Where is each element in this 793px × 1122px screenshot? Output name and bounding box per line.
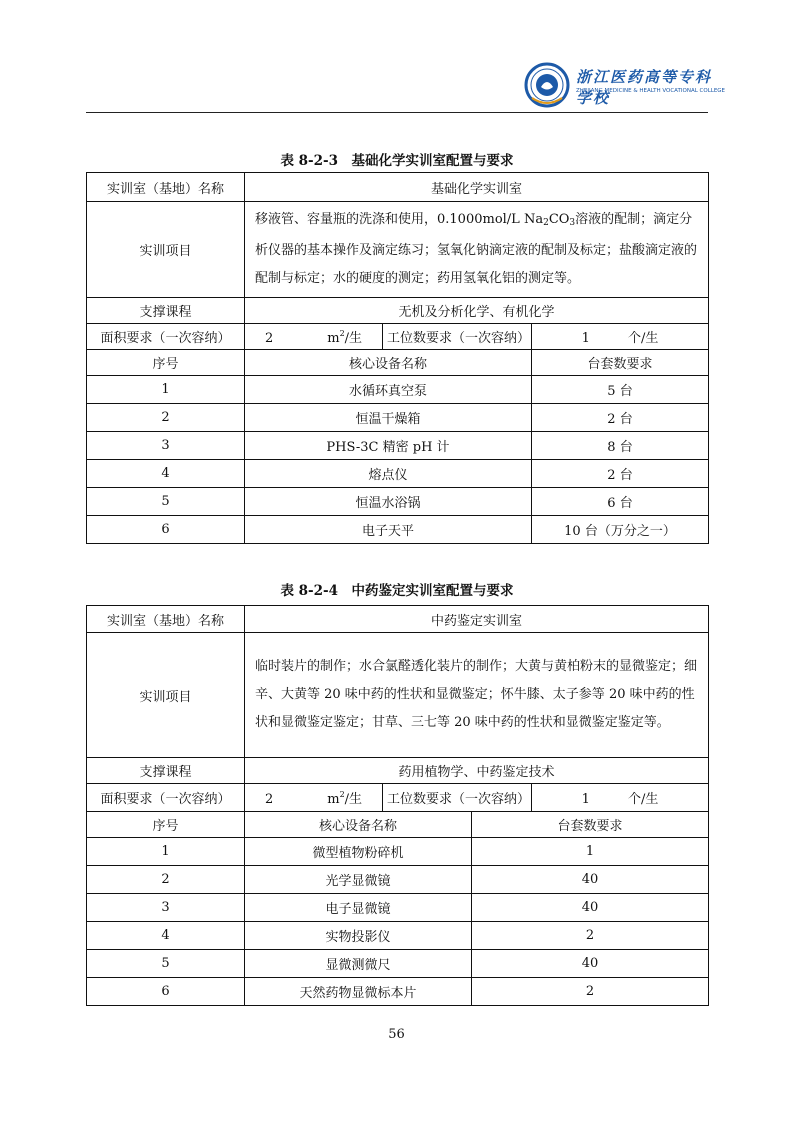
table1 [86,172,709,544]
table1-project-label: 实训项目 [87,202,245,298]
table1-project-text: 移液管、容量瓶的洗涤和使用，0.1000mol/L $Na_2CO_3$溶液的配制；滴定分析仪器的基本操作及滴定练习；氢氧化钠滴定液的配制及标定；盐酸滴定液的配制与标定；水的硬度的测定；药用氢氧化铝的测定等。 [245,202,709,298]
table-row: 4 熔点仪 2 台 [87,460,709,488]
table2-lab-label: 实训室（基地）名称 [87,606,245,633]
table2 [86,605,709,1006]
table2-project-label: 实训项目 [87,633,245,758]
table-row: 2 恒温干燥箱 2 台 [87,404,709,432]
table-row: 3 电子显微镜 40 [87,894,709,922]
table2-station-value: 1 个/生 [532,784,709,812]
table1-col-equipment: 核心设备名称 [245,350,532,376]
table2-area-label: 面积要求（一次容纳） [87,784,245,812]
table2-station-label: 工位数要求（一次容纳） [383,784,532,812]
table2-course-value: 药用植物学、中药鉴定技术 [245,758,709,784]
table2-lab-value: 中药鉴定实训室 [245,606,709,633]
table-row: 6 天然药物显微标本片 2 [87,978,709,1006]
table1-title: 表 8-2-3 基础化学实训室配置与要求 [280,153,514,169]
table2-title: 表 8-2-4 中药鉴定实训室配置与要求 [280,583,514,599]
school-emblem-icon [524,62,570,108]
school-name-en: ZHEJIANG MEDICINE & HEALTH VOCATIONAL COLLEGE [576,88,726,94]
table1-course-label: 支撑课程 [87,298,245,324]
table1-area-label: 面积要求（一次容纳） [87,324,245,350]
table2-col-no: 序号 [87,812,245,838]
table1-area-value: 2 $m^2/$生 [245,324,383,350]
table2-project-text: 临时装片的制作；水合氯醛透化装片的制作；大黄与黄柏粉末的显微鉴定；细辛、大黄等 20 味中药的性状和显微鉴定；怀牛膝、太子参等 20 味中药的性状和显微鉴定鉴定；甘草、三七等 20 味中药的性状和显微鉴定鉴定等。 [245,633,709,758]
table2-course-label: 支撑课程 [87,758,245,784]
table1-station-value: 1 个/生 [532,324,709,350]
table2-col-equipment: 核心设备名称 [245,812,472,838]
table-row: 2 光学显微镜 40 [87,866,709,894]
school-name-cn: 浙江医药高等专科学校 [576,68,713,107]
school-logo [524,62,724,108]
table1-lab-label: 实训室（基地）名称 [87,173,245,202]
table-row: 1 水循环真空泵 5 台 [87,376,709,404]
table-row: 5 显微测微尺 40 [87,950,709,978]
table-row: 1 微型植物粉碎机 1 [87,838,709,866]
table1-lab-value: 基础化学实训室 [245,173,709,202]
table-row: 6 电子天平 10 台（万分之一） [87,516,709,544]
table1-col-no: 序号 [87,350,245,376]
table1-course-value: 无机及分析化学、有机化学 [245,298,709,324]
table2-area-value: 2 $m^2/$生 [245,784,383,812]
table2-col-qty: 台套数要求 [472,812,709,838]
table-row: 3 PHS-3C 精密 pH 计 8 台 [87,432,709,460]
page-number: 56 [388,1027,405,1042]
table-row: 4 实物投影仪 2 [87,922,709,950]
table-row: 5 恒温水浴锅 6 台 [87,488,709,516]
header-divider [86,112,708,113]
table1-station-label: 工位数要求（一次容纳） [383,324,532,350]
table1-col-qty: 台套数要求 [532,350,709,376]
